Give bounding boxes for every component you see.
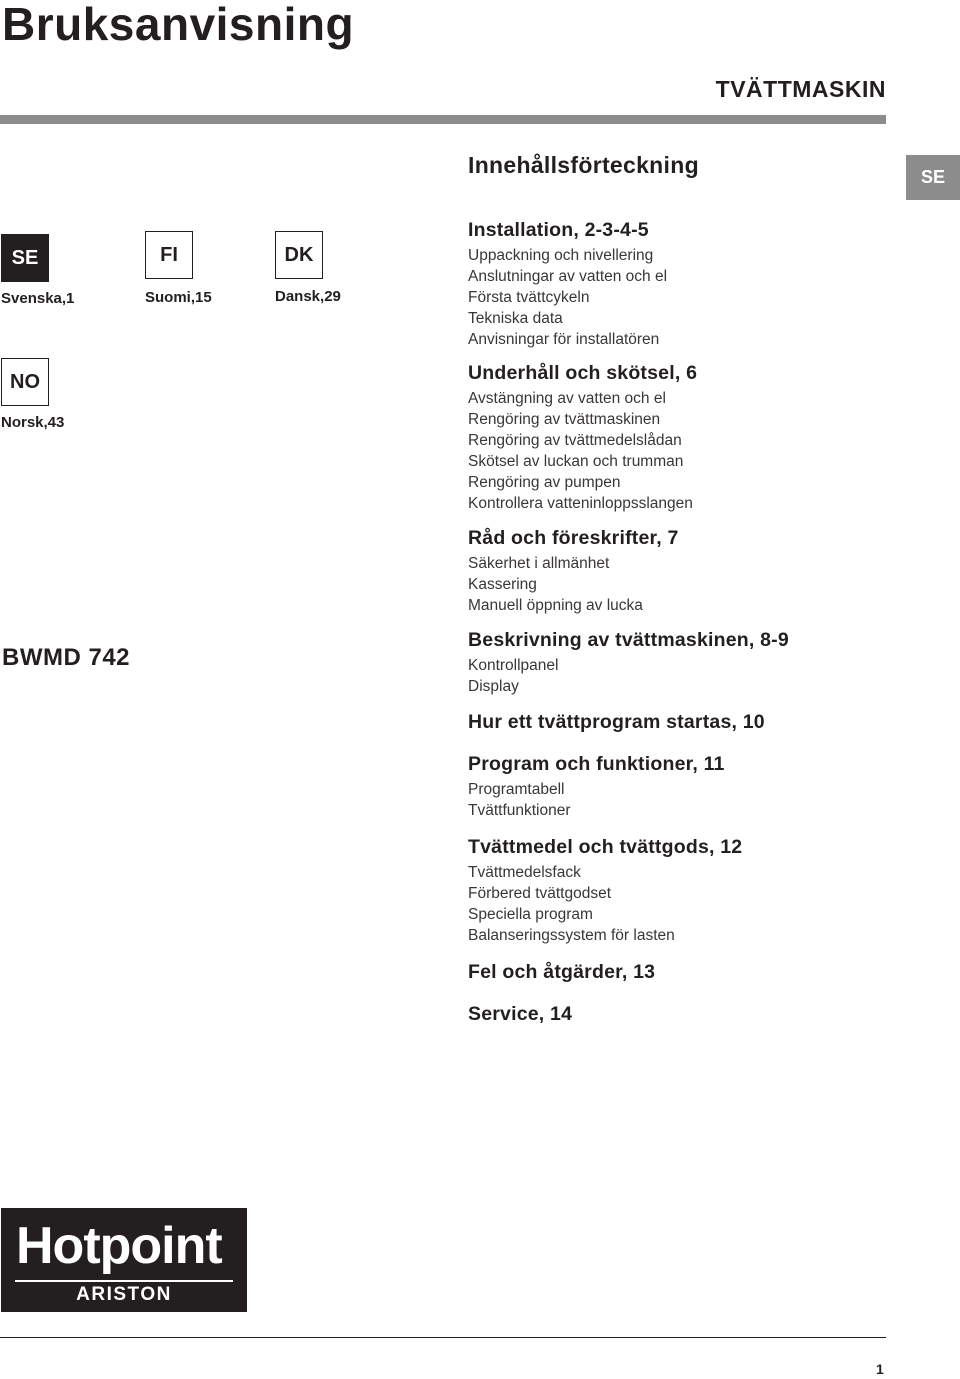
toc-section — [468, 832, 908, 946]
document-title: Bruksanvisning — [2, 0, 355, 50]
toc-section-title: Tvättmedel och tvättgods, 12 — [468, 836, 743, 858]
toc-item: Anslutningar av vatten och el — [468, 268, 668, 285]
toc-item: Avstängning av vatten och el — [468, 390, 666, 407]
toc-item: Programtabell — [468, 781, 565, 798]
header-divider — [0, 115, 886, 124]
lang-label-fi: Suomi,15 — [145, 289, 212, 306]
toc-section-title: Program och funktioner, 11 — [468, 753, 725, 775]
logo-subbrand: ARISTON — [76, 1284, 172, 1305]
toc-section — [468, 215, 908, 350]
toc-heading: Innehållsförteckning — [468, 152, 699, 178]
toc-item: Första tvättcykeln — [468, 289, 590, 306]
logo-wordmark: Hotpoint — [16, 1217, 222, 1275]
lang-code-dk: DK — [275, 231, 323, 279]
toc-section — [468, 957, 908, 987]
lang-code-se: SE — [1, 234, 49, 282]
table-of-contents — [468, 215, 908, 1029]
toc-item: Tvättmedelsfack — [468, 864, 581, 881]
lang-code-no: NO — [1, 358, 49, 406]
toc-section — [468, 999, 908, 1029]
model-number: BWMD 742 — [2, 644, 131, 671]
footer-divider — [0, 1337, 886, 1338]
toc-item: Förbered tvättgodset — [468, 885, 612, 902]
language-tab-se: SE — [906, 155, 960, 200]
toc-item: Uppackning och nivellering — [468, 247, 654, 264]
lang-code-fi: FI — [145, 231, 193, 279]
toc-item: Display — [468, 678, 519, 695]
toc-item: Tekniska data — [468, 310, 563, 327]
toc-section — [468, 523, 908, 616]
page-number: 1 — [876, 1361, 884, 1377]
toc-section-title: Hur ett tvättprogram startas, 10 — [468, 711, 765, 733]
toc-item: Tvättfunktioner — [468, 802, 571, 819]
toc-section-title: Råd och föreskrifter, 7 — [468, 527, 679, 549]
toc-item: Balanseringssystem för lasten — [468, 927, 675, 944]
lang-label-dk: Dansk,29 — [275, 288, 341, 305]
product-type: TVÄTTMASKIN — [715, 76, 886, 102]
toc-section — [468, 625, 908, 697]
toc-section-title: Beskrivning av tvättmaskinen, 8-9 — [468, 629, 789, 651]
hotpoint-ariston-logo — [1, 1208, 247, 1312]
toc-section — [468, 707, 908, 737]
toc-item: Rengöring av tvättmedelslådan — [468, 432, 682, 449]
toc-section-title: Underhåll och skötsel, 6 — [468, 362, 698, 384]
toc-section-title: Installation, 2-3-4-5 — [468, 219, 649, 241]
toc-item: Anvisningar för installatören — [468, 331, 660, 348]
lang-label-no: Norsk,43 — [1, 414, 65, 431]
toc-item: Säkerhet i allmänhet — [468, 555, 610, 572]
toc-item: Kassering — [468, 576, 537, 593]
toc-item: Kontrollera vatteninloppsslangen — [468, 495, 693, 512]
toc-section — [468, 749, 908, 821]
toc-item: Kontrollpanel — [468, 657, 559, 674]
toc-item: Speciella program — [468, 906, 593, 923]
toc-section-title: Service, 14 — [468, 1003, 573, 1025]
toc-item: Skötsel av luckan och trumman — [468, 453, 684, 470]
toc-item: Manuell öppning av lucka — [468, 597, 643, 614]
lang-label-se: Svenska,1 — [1, 290, 75, 307]
toc-section-title: Fel och åtgärder, 13 — [468, 961, 656, 983]
toc-item: Rengöring av pumpen — [468, 474, 621, 491]
toc-section — [468, 358, 908, 514]
toc-item: Rengöring av tvättmaskinen — [468, 411, 661, 428]
